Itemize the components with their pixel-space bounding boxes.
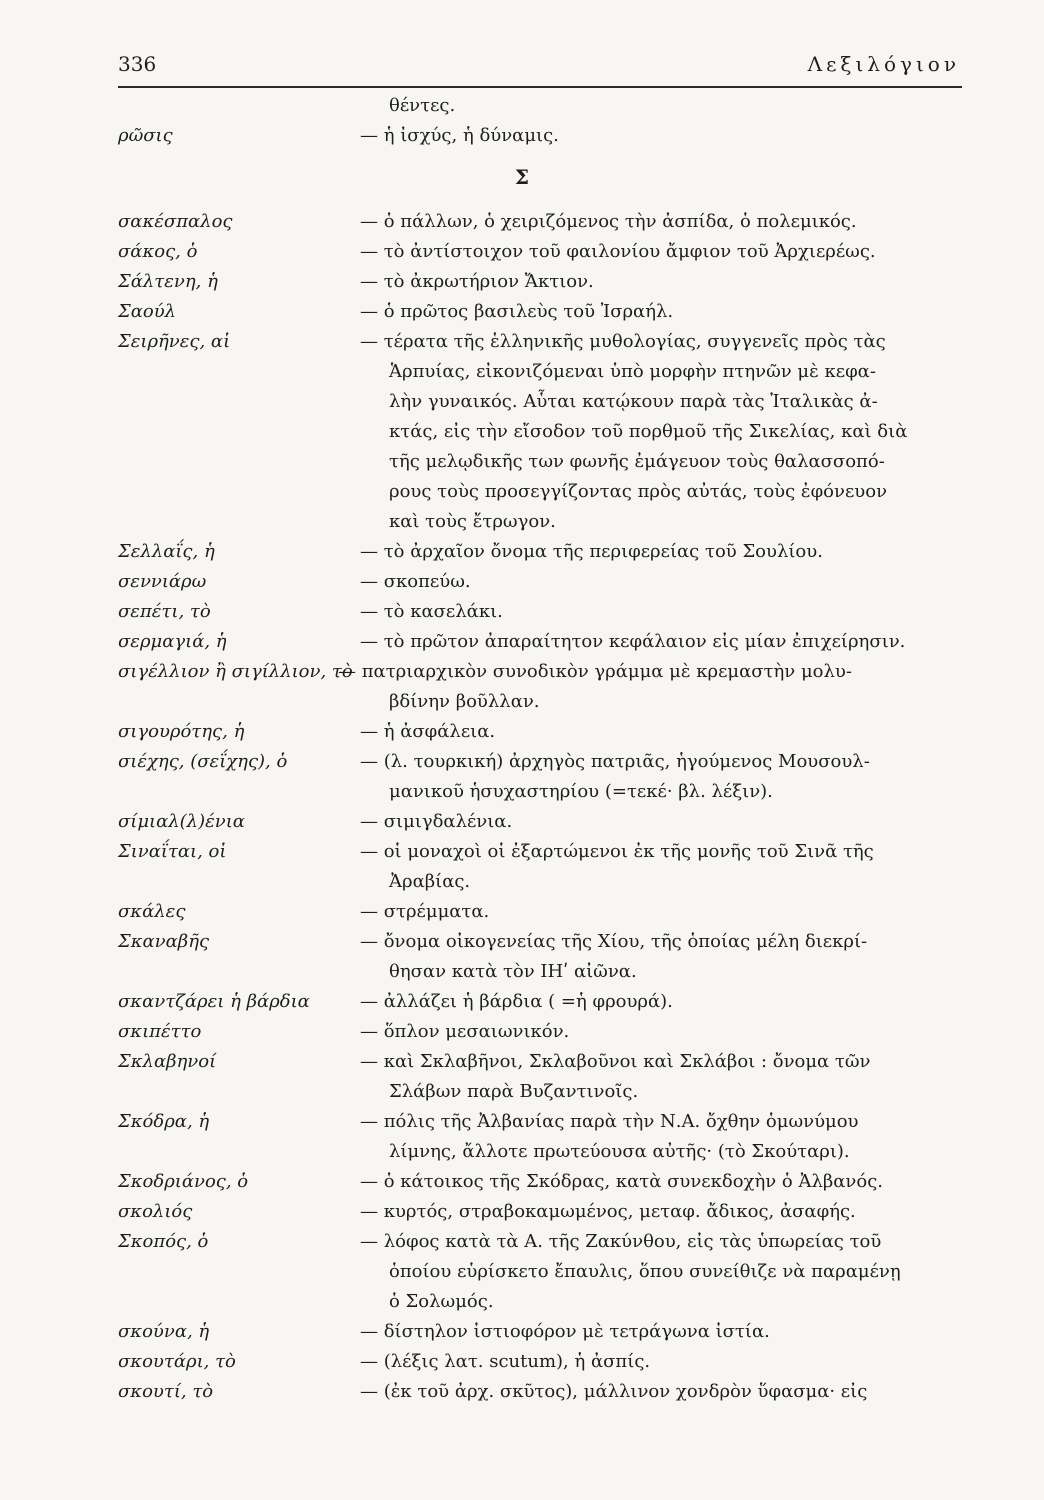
entry-term: σακέσπαλος [118,211,233,232]
entry-definition: Ἁρπυίας, εἰκονιζόμεναι ὑπὸ μορφὴν πτηνῶν μὲ κεφα- [389,361,876,382]
entry-term: σκαντζάρει ἡ βάρδια [118,991,310,1012]
section-letter: Σ [514,165,530,189]
entry-term: ρῶσις [118,125,173,146]
entry-definition: — καὶ Σκλαβῆνοι, Σκλαβοῦνοι καὶ Σκλάβοι : ὄνομα τῶν [360,1051,871,1072]
entry-term: σερμαγιά, ἡ [118,631,227,652]
entry-definition: — ὅπλον μεσαιωνικόν. [360,1021,570,1042]
page-number: 336 [118,52,157,76]
entry-definition: λίμνης, ἄλλοτε πρωτεύουσα αὐτῆς· (τὸ Σκούταρι). [389,1141,850,1162]
entry-definition: θησαν κατὰ τὸν ΙΗʹ αἰῶνα. [389,961,637,982]
running-title: Λεξιλόγιον [807,52,960,76]
entry-definition: Ἀραβίας. [389,871,471,892]
entry-term: σάκος, ὁ [118,241,198,262]
entry-definition: — τὸ κασελάκι. [360,601,503,622]
entry-definition: — πόλις τῆς Ἀλβανίας παρὰ τὴν Ν.Α. ὄχθην ὁμωνύμου [360,1111,859,1132]
entry-definition: — ὁ πάλλων, ὁ χειριζόμενος τὴν ἀσπίδα, ὁ πολεμικός. [360,211,857,232]
entry-definition: Σλάβων παρὰ Βυζαντινοῖς. [389,1081,639,1102]
entry-definition: — τὸ ἀκρωτήριον Ἄκτιον. [360,271,594,292]
entry-definition: — ἡ ἀσφάλεια. [360,721,496,742]
entry-term: Σελλαΐς, ἡ [118,541,215,562]
entry-definition: καὶ τοὺς ἔτρωγον. [389,511,556,532]
entry-term: σιέχης, (σεΐχης), ὁ [118,751,288,772]
entry-definition: — ἀλλάζει ἡ βάρδια ( =ἡ φρουρά). [360,991,673,1012]
continuation-line: θέντες. [389,95,456,116]
entry-definition: βδίνην βοῦλλαν. [389,691,540,712]
page-header [118,46,962,88]
entry-definition: ὁ Σολωμός. [389,1291,494,1312]
entry-term: Σκόδρα, ἡ [118,1111,210,1132]
entry-definition: — ὁ κάτοικος τῆς Σκόδρας, κατὰ συνεκδοχὴν ὁ Ἀλβανός. [360,1171,884,1192]
entry-term: σκούνα, ἡ [118,1321,210,1342]
entry-definition: ρους τοὺς προσεγγίζοντας πρὸς αὐτάς, τοὺς ἐφόνευον [389,481,888,502]
entry-definition: — τὸ πρῶτον ἀπαραίτητον κεφάλαιον εἰς μίαν ἐπιχείρησιν. [360,631,906,652]
entry-term: Σκλαβηνοί [118,1051,217,1072]
entry-term: Σκοδριάνος, ὁ [118,1171,249,1192]
entry-definition: μανικοῦ ἡσυχαστηρίου (=τεκέ· βλ. λέξιν). [389,781,773,802]
entry-definition: — τέρατα τῆς ἑλληνικῆς μυθολογίας, συγγενεῖς πρὸς τὰς [360,331,886,352]
entry-term: σεπέτι, τὸ [118,601,211,622]
entry-definition: λὴν γυναικός. Αὗται κατῴκουν παρὰ τὰς Ἰταλικὰς ἀ- [389,391,878,412]
entry-definition: — ὁ πρῶτος βασιλεὺς τοῦ Ἰσραήλ. [360,301,674,322]
entry-definition: — (λ. τουρκική) ἀρχηγὸς πατριᾶς, ἡγούμενος Μουσουλ- [360,751,870,772]
entry-term: Σιναΐται, οἱ [118,841,227,862]
entry-term: σκιπέττο [118,1021,202,1042]
entry-definition: κτάς, εἰς τὴν εἴσοδον τοῦ πορθμοῦ τῆς Σικελίας, καὶ διὰ [389,421,908,442]
entry-term: Σκοπός, ὁ [118,1231,209,1252]
entry-term: σκουτί, τὸ [118,1381,214,1402]
entry-term: Σκαναβῆς [118,931,210,952]
entry-term: σιγουρότης, ἡ [118,721,245,742]
entry-term: Σειρῆνες, αἱ [118,331,231,352]
entry-definition: — (ἐκ τοῦ ἀρχ. σκῦτος), μάλλινον χονδρὸν ὕφασμα· εἰς [360,1381,868,1402]
entry-definition: — οἱ μοναχοὶ οἱ ἐξαρτώμενοι ἐκ τῆς μονῆς τοῦ Σινᾶ τῆς [360,841,874,862]
entry-term: σκολιός [118,1201,193,1222]
entry-term: Σάλτενη, ἡ [118,271,218,292]
entry-definition: — σκοπεύω. [360,571,471,592]
entry-definition: — πατριαρχικὸν συνοδικὸν γράμμα μὲ κρεμαστὴν μολυ- [338,661,852,682]
entry-term: σιγέλλιον ἢ σιγίλλιον, τὸ [118,661,353,682]
entry-term: σκουτάρι, τὸ [118,1351,236,1372]
entry-definition: — τὸ ἀρχαῖον ὄνομα τῆς περιφερείας τοῦ Σουλίου. [360,541,823,562]
entry-definition: τῆς μελῳδικῆς των φωνῆς ἐμάγευον τοὺς θαλασσοπό- [389,451,885,472]
entry-term: σκάλες [118,901,186,922]
entry-definition: — τὸ ἀντίστοιχον τοῦ φαιλονίου ἄμφιον τοῦ Ἀρχιερέως. [360,241,876,262]
entry-definition: — κυρτός, στραβοκαμωμένος, μεταφ. ἄδικος, ἀσαφής. [360,1201,856,1222]
entry-term: σίμιαλ(λ)ένια [118,811,245,832]
entry-term: Σαούλ [118,301,177,322]
entry-term: σεννιάρω [118,571,207,592]
entry-definition: — δίστηλον ἱστιοφόρον μὲ τετράγωνα ἱστία. [360,1321,770,1342]
entry-definition: — (λέξις λατ. scutum), ἡ ἀσπίς. [360,1351,651,1372]
entry-definition: — ὄνομα οἰκογενείας τῆς Χίου, τῆς ὁποίας μέλη διεκρί- [360,931,868,952]
entry-definition: — σιμιγδαλένια. [360,811,513,832]
entry-definition: — λόφος κατὰ τὰ Α. τῆς Ζακύνθου, εἰς τὰς ὑπωρείας τοῦ [360,1231,882,1252]
entry-definition: ὁποίου εὑρίσκετο ἔπαυλις, ὅπου συνείθιζε νὰ παραμένῃ [389,1261,901,1282]
entry-definition: — ἡ ἰσχύς, ἡ δύναμις. [360,125,559,146]
entry-definition: — στρέμματα. [360,901,490,922]
